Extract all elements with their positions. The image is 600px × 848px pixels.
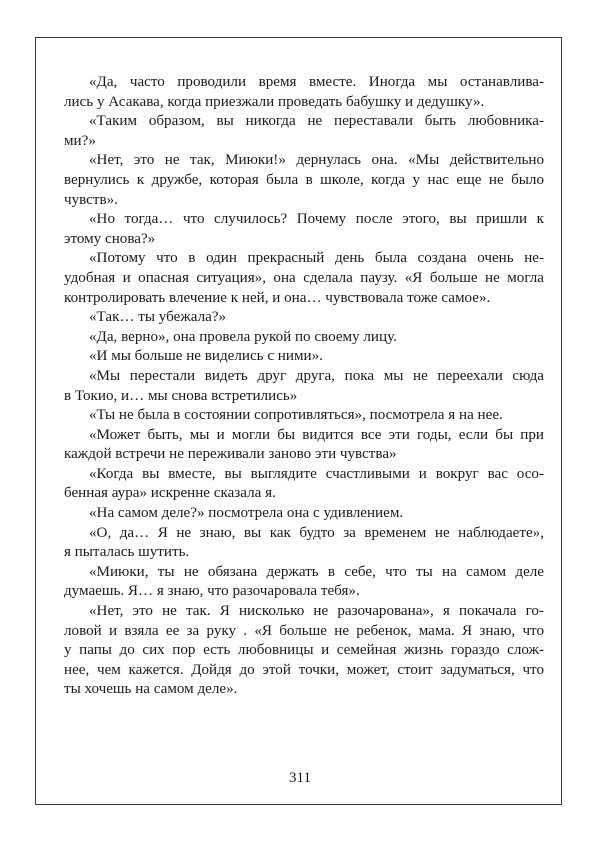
text-line: бенная аура» искренне сказала я.	[64, 485, 276, 502]
text-line: чувств».	[64, 191, 118, 208]
text-line: в Токио, и… мы снова встретились»	[64, 387, 298, 404]
text-line: «Нет, это не так, Миюки!» дернулась она. «Мы действительно	[89, 152, 544, 169]
text-line: «И мы больше не виделись с ними».	[89, 348, 323, 365]
text-line: «Но тогда… что случилось? Почему после этого, вы пришли к	[89, 211, 544, 228]
text-line: нее, чем кажется. Дойдя до этой точки, может, стоит задуматься, что	[64, 661, 544, 678]
text-line: «На самом деле?» посмотрела она с удивлением.	[89, 505, 404, 522]
text-line: удобная и опасная ситуация», она сделала паузу. «Я больше не могла	[64, 269, 544, 286]
text-line: «Таким образом, вы никогда не переставали быть любовника-	[89, 113, 544, 130]
text-line: у папы до сих пор есть любовницы и семейная жизнь гораздо слож-	[64, 642, 544, 659]
text-line: «Потому что в один прекрасный день была создана очень не-	[89, 250, 544, 267]
text-line: «Ты не была в состоянии сопротивляться», посмотрела я на нее.	[89, 407, 503, 424]
text-line: контролировать влечение к ней, и она… чувствовала тоже самое».	[64, 289, 491, 306]
text-line: думаешь. Я… я знаю, что разочаровала тебя».	[64, 583, 360, 600]
text-line: «Когда вы вместе, вы выглядите счастливыми и вокруг вас осо-	[89, 465, 544, 482]
text-line: «Да, верно», она провела рукой по своему лицу.	[89, 328, 397, 345]
text-line: ми?»	[64, 132, 96, 149]
text-line: этому снова?»	[64, 230, 156, 247]
text-line: «Так… ты убежала?»	[89, 309, 227, 326]
text-line: «О, да… Я не знаю, вы как будто за временем не наблюдаете»,	[89, 524, 544, 541]
text-line: ты хочешь на самом деле».	[64, 681, 238, 698]
body-text	[64, 73, 544, 700]
text-line: «Да, часто проводили время вместе. Иногда мы останавлива-	[89, 74, 544, 90]
text-line: «Мы перестали видеть друг друга, пока мы не переехали сюда	[89, 367, 544, 384]
text-line: лись у Асакава, когда приезжали проведать бабушку и дедушку».	[64, 93, 485, 110]
text-line: ловой и взяла ее за руку . «Я больше не ребенок, мама. Я знаю, что	[64, 622, 544, 639]
page-number: 311	[289, 770, 311, 786]
text-line: каждой встречи не переживали заново эти чувства»	[64, 446, 397, 463]
text-line: «Нет, это не так. Я нисколько не разочарована», я покачала го-	[89, 603, 544, 620]
text-line: вернулись к дружбе, которая была в школе, когда у нас еще не было	[64, 171, 544, 188]
text-line: я пыталась шутить.	[64, 544, 190, 561]
text-line: «Может быть, мы и могли бы видится все эти годы, если бы при	[89, 426, 544, 443]
text-line: «Миюки, ты не обязана держать в себе, что ты на самом деле	[89, 563, 544, 580]
